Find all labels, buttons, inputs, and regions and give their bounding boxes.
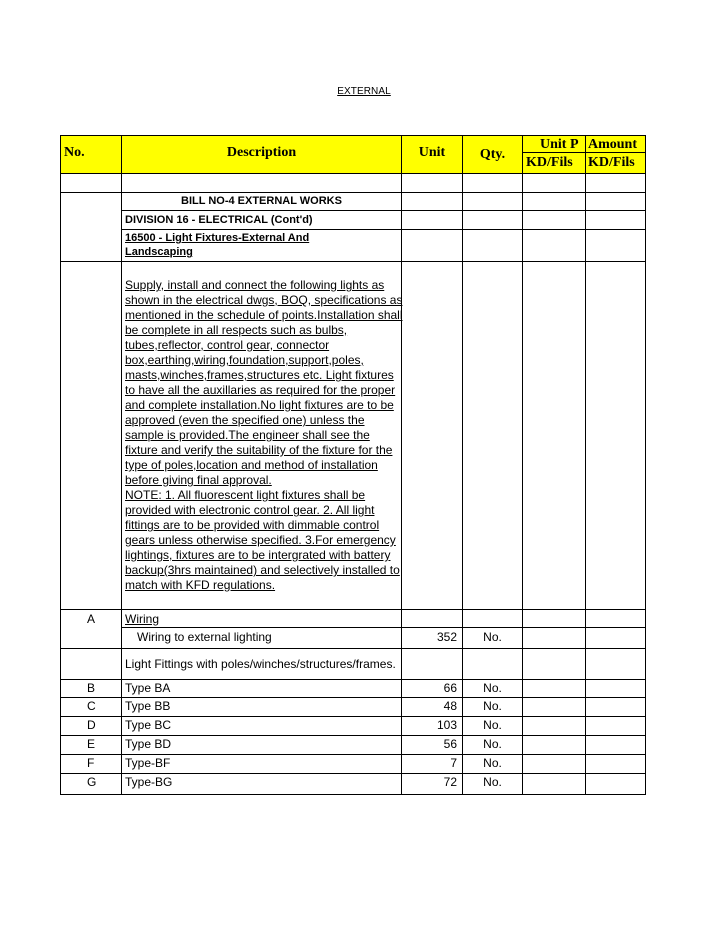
item-no: D — [87, 718, 96, 732]
item-qty: 56 — [443, 737, 457, 751]
item-qty: 66 — [443, 681, 457, 695]
item-unit: No. — [483, 699, 502, 713]
item-unit: No. — [483, 681, 502, 695]
item-description: Type BC — [125, 718, 172, 732]
bill-title: BILL NO-4 EXTERNAL WORKS — [181, 195, 342, 207]
header-unit-price: Unit P — [540, 137, 579, 152]
subsection-heading-line2: Landscaping — [125, 246, 193, 258]
spec-line: fixture and verify the suitability of the fixture for the — [125, 443, 393, 457]
page-title: EXTERNAL — [337, 86, 391, 97]
spec-line: approved (even the specified one) unless the — [125, 413, 365, 427]
spec-line: tubes,reflector, control gear, connector — [125, 338, 330, 352]
spec-line: sample is provided.The engineer shall see the — [125, 428, 370, 442]
spec-line: shown in the electrical dwgs, BOQ, specifications as — [125, 293, 403, 307]
spec-line: backup(3hrs maintained) and selectively installed to — [125, 563, 400, 577]
spec-line: provided with electronic control gear. 2. All light — [125, 503, 375, 517]
fittings-heading: Light Fittings with poles/winches/structures/frames. — [125, 657, 396, 671]
item-unit: No. — [483, 775, 502, 789]
item-qty: 48 — [443, 699, 457, 713]
item-no: G — [87, 775, 97, 789]
spec-line: mentioned in the schedule of points.Installation shall — [125, 308, 403, 322]
header-unit: Unit — [418, 145, 446, 160]
wiring-item-qty: 352 — [436, 630, 457, 644]
item-unit: No. — [483, 756, 502, 770]
spec-line: before giving final approval. — [125, 473, 272, 487]
header-amount-currency: KD/Fils — [588, 155, 635, 170]
wiring-item-description: Wiring to external lighting — [137, 630, 272, 644]
spec-line: to have all the auxillaries as required for the proper — [125, 383, 396, 397]
spec-line: box,earthing,wiring,foundation,support,poles, — [125, 353, 364, 367]
spec-line: NOTE: 1. All fluorescent light fixtures shall be — [125, 488, 366, 502]
wiring-item-unit: No. — [483, 630, 502, 644]
header-qty: Qty. — [479, 147, 506, 162]
wiring-item-no: A — [87, 612, 96, 626]
header-unit-price-currency: KD/Fils — [526, 155, 573, 170]
spec-line: gears unless otherwise specified. 3.For emergency — [125, 533, 396, 547]
item-description: Type-BG — [125, 775, 173, 789]
item-description: Type BD — [125, 737, 172, 751]
division-heading: DIVISION 16 - ELECTRICAL (Cont'd) — [125, 214, 313, 226]
spec-line: lightings, fixtures are to be intergrated with battery — [125, 548, 391, 562]
header-no: No. — [64, 145, 85, 160]
item-description: Type BA — [125, 681, 171, 695]
item-unit: No. — [483, 737, 502, 751]
item-unit: No. — [483, 718, 502, 732]
item-no: B — [87, 681, 96, 695]
spec-line: match with KFD regulations. — [125, 578, 276, 592]
spec-line: and complete installation.No light fixtures are to be — [125, 398, 394, 412]
spec-line: fittings are to be provided with dimmable control — [125, 518, 380, 532]
item-no: C — [87, 699, 96, 713]
item-no: E — [87, 737, 96, 751]
spec-line: masts,winches,frames,structures etc. Light fixtures — [125, 368, 394, 382]
wiring-title: Wiring — [125, 612, 160, 626]
item-description: Type BB — [125, 699, 171, 713]
spec-line: type of poles,location and method of installation — [125, 458, 378, 472]
item-description: Type-BF — [125, 756, 171, 770]
subsection-heading-line1: 16500 - Light Fixtures-External And — [125, 232, 310, 244]
item-qty: 7 — [450, 756, 457, 770]
header-amount: Amount — [588, 137, 638, 152]
spec-line: be complete in all respects such as bulbs, — [125, 323, 348, 337]
spec-line: Supply, install and connect the following lights as — [125, 278, 385, 292]
item-qty: 72 — [443, 775, 457, 789]
item-no: F — [87, 756, 95, 770]
item-qty: 103 — [436, 718, 457, 732]
header-description: Description — [226, 145, 297, 160]
